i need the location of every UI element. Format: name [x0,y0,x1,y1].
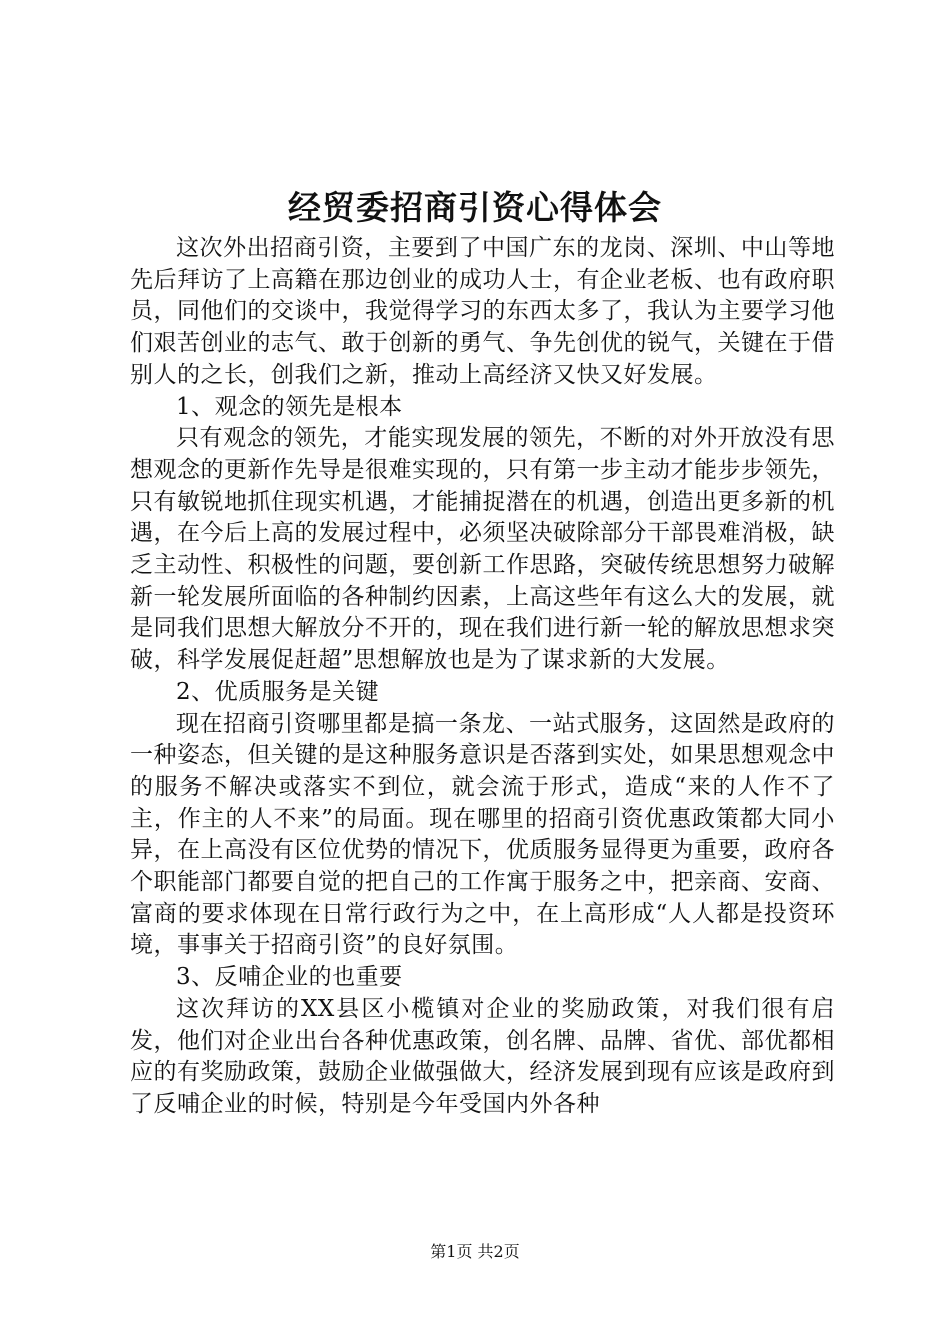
paragraph-section-1: 只有观念的领先，才能实现发展的领先，不断的对外开放没有思想观念的更新作先导是很难实现的，只有第一步主动才能步步领先，只有敏锐地抓住现实机遇，才能捕捉潜在的机遇，创造出更多新的机遇，在今后上高的发展过程中，必须坚决破除部分干部畏难消极，缺乏主动性、积极性的问题，要创新工作思路，突破传统思想努力破解新一轮发展所面临的各种制约因素，上高这些年有这么大的发展，就是同我们思想大解放分不开的，现在我们进行新一轮的解放思想求突破，科学发展促赶超”思想解放也是为了谋求新的大发展。 [130,425,835,674]
paragraph-section-3: 这次拜访的XX县区小榄镇对企业的奖励政策，对我们很有启发，他们对企业出台各种优惠政策，创名牌、品牌、省优、部优都相应的有奖励政策，鼓励企业做强做大，经济发展到现有应该是政府到了反哺企业的时候，特别是今年受国内外各种 [130,995,835,1117]
paragraph-section-2: 现在招商引资哪里都是搞一条龙、一站式服务，这固然是政府的一种姿态，但关键的是这种服务意识是否落到实处，如果思想观念中的服务不解决或落实不到位，就会流于形式，造成“来的人作不了主，作主的人不来”的局面。现在哪里的招商引资优惠政策都大同小异，在上高没有区位优势的情况下，优质服务显得更为重要，政府各个职能部门都要自觉的把自己的工作寓于服务之中，把亲商、安商、富商的要求体现在日常行政行为之中，在上高形成“人人都是投资环境，事事关于招商引资”的良好氛围。 [130,710,835,959]
page-number: 第1页 共2页 [430,1242,520,1261]
section-heading-2: 2、优质服务是关键 [176,678,380,705]
section-heading-1: 1、观念的领先是根本 [176,393,403,420]
document-body [130,233,835,1121]
section-heading-3: 3、反哺企业的也重要 [176,964,403,991]
paragraph-intro: 这次外出招商引资，主要到了中国广东的龙岗、深圳、中山等地先后拜访了上高籍在那边创业的成功人士，有企业老板、也有政府职员，同他们的交谈中，我觉得学习的东西太多了，我认为主要学习他们艰苦创业的志气、敢于创新的勇气、争先创优的锐气，关键在于借别人的之长，创我们之新，推动上高经济又快又好发展。 [130,235,835,388]
page-title: 经贸委招商引资心得体会 [288,188,662,227]
